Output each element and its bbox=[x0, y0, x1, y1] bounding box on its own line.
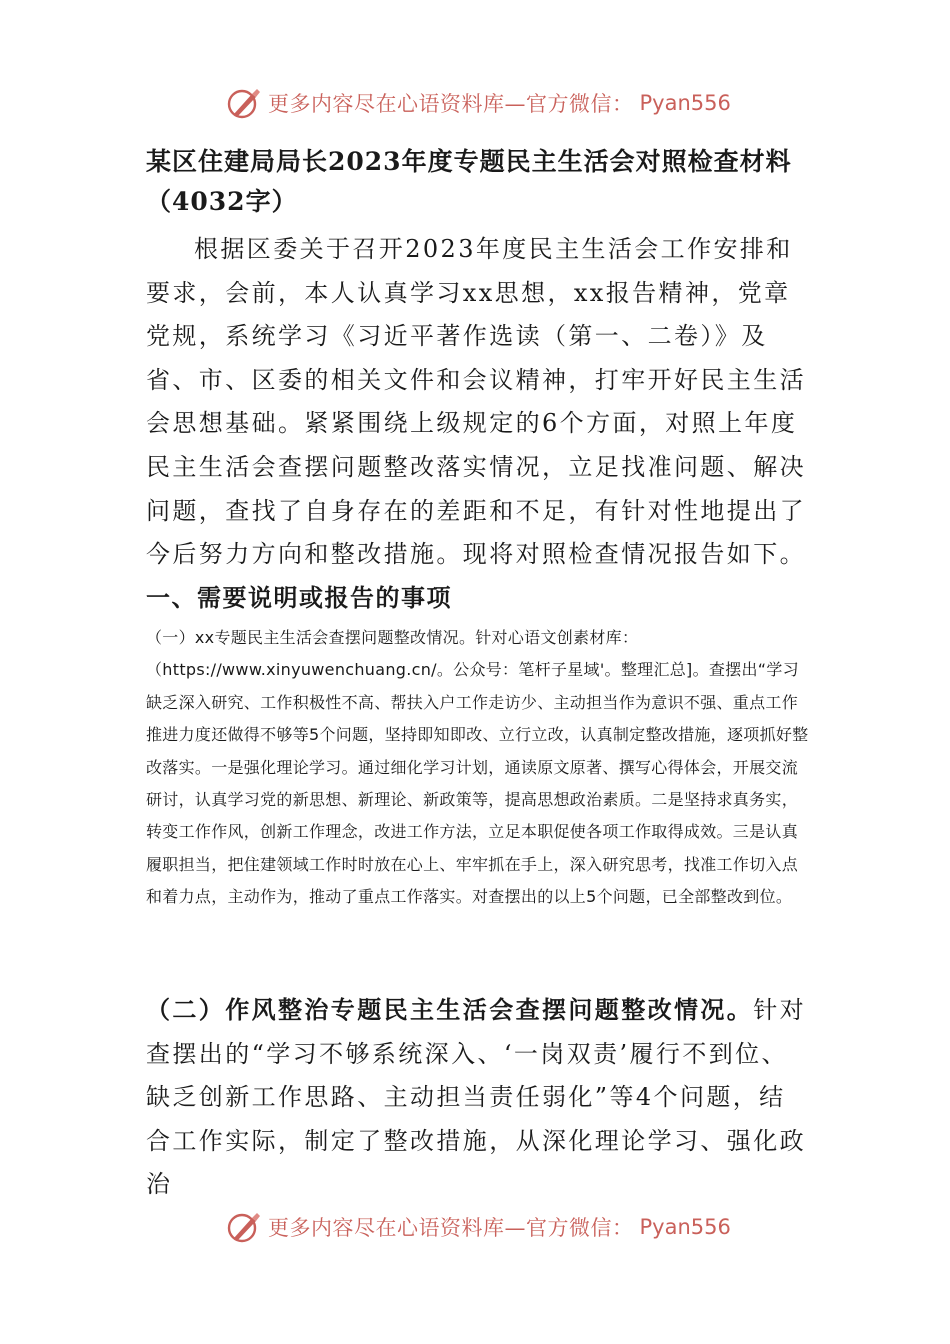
watermark-text: 更多内容尽在心语资料库—官方微信： bbox=[268, 92, 634, 116]
pen-logo-icon bbox=[226, 1210, 262, 1244]
item-2-paragraph bbox=[146, 988, 810, 1207]
watermark-header bbox=[226, 86, 731, 120]
intro-paragraph: 根据区委关于召开2023年度民主生活会工作安排和要求，会前，本人认真学习xx思想，xx报告精神，党章党规，系统学习《习近平著作选读（第一、二卷）》及省、市、区委的相关文件和会议精神，打牢开好民主生活会思想基础。紧紧围绕上级规定的6个方面，对照上年度民主生活会查摆问题整改落实情况，立足找准问题、解决问题，查找了自身存在的差距和不足，有针对性地提出了今后努力方向和整改措施。现将对照检查情况报告如下。 bbox=[146, 235, 806, 569]
item-2-body: 针对查摆出的“学习不够系统深入、‘一岗双责’履行不到位、缺乏创新工作思路、主动担当责任弱化”等4个问题，结合工作实际，制定了整改措施，从深化理论学习、强化政治 bbox=[146, 996, 807, 1199]
item-1-paragraph: （一）xx专题民主生活会查摆问题整改情况。针对心语文创素材库：（https://www.xinyuwenchuang.cn/。公众号：笔杆子星域'。整理汇总]。查摆出“学习缺乏深入研究、工作积极性不高、帮扶入户工作走访少、主动担当作为意识不强、重点工作推进力度还做得不够等5个问题，坚持即知即改、立行立改，认真制定整改措施，逐项抓好整改落实。一是强化理论学习。通过细化学习计划，通读原文原著、撰写心得体会，开展交流研讨，认真学习党的新思想、新理论、新政策等，提高思想政治素质。二是坚持求真务实，转变工作作风，创新工作理念，改进工作方法，立足本职促使各项工作取得成效。三是认真履职担当，把住建领域工作时时放在心上、牢牢抓在手上，深入研究思考，找准工作切入点和着力点，主动作为，推动了重点工作落实。对查摆出的以上5个问题，已全部整改到位。 bbox=[146, 628, 809, 907]
section-heading: 一、需要说明或报告的事项 bbox=[146, 583, 452, 612]
watermark-text: 更多内容尽在心语资料库—官方微信： bbox=[268, 1216, 634, 1240]
watermark-wechat-id: Pyan556 bbox=[639, 91, 731, 115]
item-2-lead: （二）作风整治专题民主生活会查摆问题整改情况。 bbox=[146, 995, 754, 1024]
watermark-wechat-id: Pyan556 bbox=[639, 1215, 731, 1239]
watermark-footer bbox=[226, 1210, 731, 1244]
pen-logo-icon bbox=[226, 86, 262, 120]
document-title: 某区住建局局长2023年度专题民主生活会对照检查材料（4032字） bbox=[146, 147, 792, 216]
